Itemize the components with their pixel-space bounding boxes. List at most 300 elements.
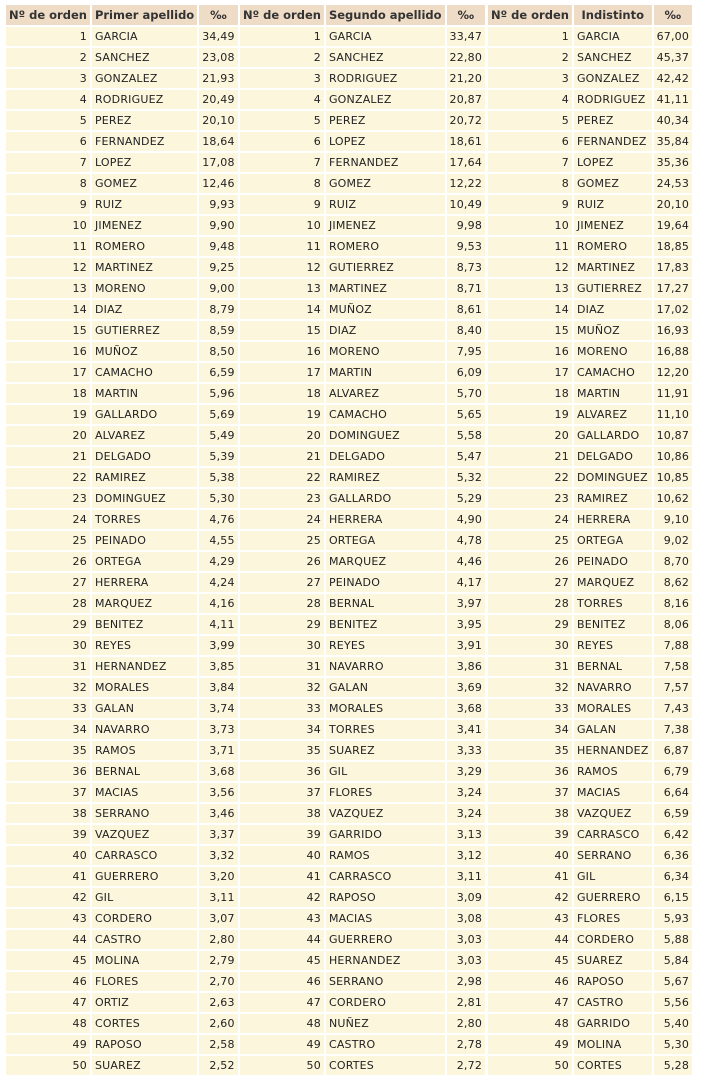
surname-cell: GALLARDO — [326, 489, 445, 508]
table-row — [6, 573, 238, 592]
table-row — [488, 468, 692, 487]
rank-cell: 8 — [6, 174, 90, 193]
surname-cell: DOMINGUEZ — [92, 489, 197, 508]
surname-cell: CORTES — [326, 1056, 445, 1075]
table-row — [6, 951, 238, 970]
surname-cell: CAMACHO — [574, 363, 652, 382]
table-row — [240, 426, 485, 445]
rank-cell: 27 — [240, 573, 324, 592]
surname-cell: TORRES — [92, 510, 197, 529]
permille-cell: 9,53 — [447, 237, 486, 256]
rank-cell: 20 — [6, 426, 90, 445]
rank-cell: 40 — [240, 846, 324, 865]
rank-cell: 39 — [6, 825, 90, 844]
rank-cell: 34 — [488, 720, 572, 739]
permille-cell: 3,24 — [447, 804, 486, 823]
surname-cell: DIAZ — [326, 321, 445, 340]
table-row — [488, 594, 692, 613]
permille-cell: 5,58 — [447, 426, 486, 445]
surname-cell: RAMOS — [92, 741, 197, 760]
surname-cell: PEINADO — [326, 573, 445, 592]
table-row — [240, 174, 485, 193]
rank-cell: 5 — [6, 111, 90, 130]
surname-cell: SERRANO — [326, 972, 445, 991]
rank-cell: 34 — [6, 720, 90, 739]
table-row — [488, 657, 692, 676]
table-row — [240, 930, 485, 949]
table-row — [240, 321, 485, 340]
rank-cell: 45 — [488, 951, 572, 970]
table-row — [6, 510, 238, 529]
table-row — [240, 153, 485, 172]
rank-cell: 18 — [488, 384, 572, 403]
rank-cell: 5 — [488, 111, 572, 130]
surname-cell: HERNANDEZ — [574, 741, 652, 760]
surname-cell: MACIAS — [574, 783, 652, 802]
table-row — [6, 720, 238, 739]
surname-cell: TORRES — [326, 720, 445, 739]
table-body — [488, 27, 692, 1075]
surname-cell: CARRASCO — [326, 867, 445, 886]
permille-cell: 2,72 — [447, 1056, 486, 1075]
table-row — [6, 888, 238, 907]
surname-cell: GIL — [574, 867, 652, 886]
surname-cell: ALVAREZ — [326, 384, 445, 403]
table-row — [6, 699, 238, 718]
table-row — [488, 405, 692, 424]
table-row — [240, 531, 485, 550]
permille-cell: 20,10 — [199, 111, 238, 130]
permille-cell: 6,15 — [654, 888, 693, 907]
table-row — [488, 1035, 692, 1054]
surname-cell: CORDERO — [574, 930, 652, 949]
table-row — [6, 279, 238, 298]
rank-cell: 41 — [240, 867, 324, 886]
surname-cell: DIAZ — [92, 300, 197, 319]
table-row — [240, 720, 485, 739]
rank-cell: 19 — [6, 405, 90, 424]
rank-cell: 29 — [240, 615, 324, 634]
table-row — [488, 741, 692, 760]
table-row — [6, 174, 238, 193]
table-row — [6, 363, 238, 382]
table-row — [240, 489, 485, 508]
permille-cell: 9,25 — [199, 258, 238, 277]
table-row — [240, 615, 485, 634]
rank-cell: 39 — [240, 825, 324, 844]
table-row — [6, 321, 238, 340]
rank-cell: 42 — [240, 888, 324, 907]
rank-cell: 47 — [240, 993, 324, 1012]
table-row — [6, 90, 238, 109]
table-row — [240, 405, 485, 424]
surname-cell: BERNAL — [326, 594, 445, 613]
permille-cell: 6,42 — [654, 825, 693, 844]
surname-cell: FERNANDEZ — [92, 132, 197, 151]
surname-cell: GUTIERREZ — [574, 279, 652, 298]
permille-cell: 2,70 — [199, 972, 238, 991]
surname-cell: PEINADO — [574, 552, 652, 571]
table-row — [240, 594, 485, 613]
permille-cell: 5,93 — [654, 909, 693, 928]
rank-cell: 46 — [240, 972, 324, 991]
table-row — [488, 699, 692, 718]
table-row — [240, 867, 485, 886]
table-row — [6, 195, 238, 214]
table-row — [488, 237, 692, 256]
rank-cell: 24 — [240, 510, 324, 529]
surname-cell: GUTIERREZ — [92, 321, 197, 340]
permille-cell: 5,47 — [447, 447, 486, 466]
rank-cell: 5 — [240, 111, 324, 130]
rank-cell: 1 — [240, 27, 324, 46]
rank-cell: 19 — [488, 405, 572, 424]
permille-cell: 20,72 — [447, 111, 486, 130]
surname-cell: SUAREZ — [326, 741, 445, 760]
permille-cell: 2,80 — [447, 1014, 486, 1033]
permille-cell: 3,33 — [447, 741, 486, 760]
table-row — [240, 1056, 485, 1075]
surname-cell: SERRANO — [574, 846, 652, 865]
surname-cell: GOMEZ — [574, 174, 652, 193]
rank-cell: 27 — [488, 573, 572, 592]
table-body — [240, 27, 485, 1075]
permille-cell: 3,29 — [447, 762, 486, 781]
table-row — [6, 783, 238, 802]
permille-cell: 9,00 — [199, 279, 238, 298]
permille-cell: 3,73 — [199, 720, 238, 739]
table-row — [6, 762, 238, 781]
table-row — [488, 258, 692, 277]
permille-cell: 45,37 — [654, 48, 693, 67]
table-row — [6, 636, 238, 655]
rank-cell: 41 — [488, 867, 572, 886]
rank-cell: 48 — [488, 1014, 572, 1033]
permille-cell: 21,20 — [447, 69, 486, 88]
rank-cell: 20 — [488, 426, 572, 445]
surname-cell: ORTEGA — [326, 531, 445, 550]
rank-cell: 13 — [488, 279, 572, 298]
rank-cell: 9 — [488, 195, 572, 214]
table-row — [240, 888, 485, 907]
rank-cell: 14 — [240, 300, 324, 319]
surname-cell: ALVAREZ — [574, 405, 652, 424]
permille-cell: 2,60 — [199, 1014, 238, 1033]
table-row — [6, 300, 238, 319]
table-row — [6, 1056, 238, 1075]
table-row — [240, 279, 485, 298]
table-row — [488, 951, 692, 970]
table-row — [6, 237, 238, 256]
table-row — [240, 468, 485, 487]
permille-cell: 6,09 — [447, 363, 486, 382]
permille-cell: 3,69 — [447, 678, 486, 697]
table-row — [488, 300, 692, 319]
rank-cell: 30 — [6, 636, 90, 655]
permille-cell: 18,61 — [447, 132, 486, 151]
rank-cell: 50 — [488, 1056, 572, 1075]
surname-cell: CASTRO — [92, 930, 197, 949]
table-row — [6, 447, 238, 466]
permille-cell: 41,11 — [654, 90, 693, 109]
rank-cell: 8 — [488, 174, 572, 193]
table-row — [488, 27, 692, 46]
surname-cell: MARTINEZ — [326, 279, 445, 298]
surname-cell: CASTRO — [326, 1035, 445, 1054]
rank-cell: 22 — [488, 468, 572, 487]
table-row — [240, 636, 485, 655]
rank-cell: 25 — [6, 531, 90, 550]
surname-cell: PEREZ — [574, 111, 652, 130]
rank-cell: 7 — [6, 153, 90, 172]
rank-cell: 21 — [488, 447, 572, 466]
permille-cell: 5,30 — [199, 489, 238, 508]
table-row — [6, 993, 238, 1012]
surname-cell: GIL — [326, 762, 445, 781]
rank-cell: 49 — [240, 1035, 324, 1054]
rank-column-header: Nº de orden — [240, 5, 324, 25]
surname-cell: NAVARRO — [92, 720, 197, 739]
table-row — [240, 1035, 485, 1054]
surname-cell: MARTIN — [574, 384, 652, 403]
rank-cell: 50 — [6, 1056, 90, 1075]
table-body — [6, 27, 238, 1075]
surname-cell: DOMINGUEZ — [326, 426, 445, 445]
table-row — [6, 531, 238, 550]
table-row — [488, 804, 692, 823]
surname-cell: MORALES — [574, 699, 652, 718]
surname-cell: MACIAS — [92, 783, 197, 802]
permille-cell: 8,16 — [654, 594, 693, 613]
surname-cell: JIMENEZ — [92, 216, 197, 235]
permille-cell: 4,11 — [199, 615, 238, 634]
permille-cell: 8,62 — [654, 573, 693, 592]
permille-cell: 21,93 — [199, 69, 238, 88]
permille-cell: 2,79 — [199, 951, 238, 970]
permille-cell: 4,29 — [199, 552, 238, 571]
surname-cell: RODRIGUEZ — [92, 90, 197, 109]
surname-cell: MORENO — [326, 342, 445, 361]
rank-cell: 45 — [240, 951, 324, 970]
permille-cell: 10,62 — [654, 489, 693, 508]
permille-cell: 8,79 — [199, 300, 238, 319]
surname-cell: FLORES — [326, 783, 445, 802]
table-row — [240, 342, 485, 361]
surname-cell: MUÑOZ — [92, 342, 197, 361]
rank-cell: 13 — [6, 279, 90, 298]
rank-cell: 36 — [240, 762, 324, 781]
permille-cell: 40,34 — [654, 111, 693, 130]
surname-column-header: Primer apellido — [92, 5, 197, 25]
surname-cell: RAPOSO — [326, 888, 445, 907]
rank-cell: 13 — [240, 279, 324, 298]
rank-cell: 9 — [6, 195, 90, 214]
surname-cell: SANCHEZ — [92, 48, 197, 67]
second-surname-table — [238, 3, 487, 1077]
rank-cell: 23 — [240, 489, 324, 508]
surname-column-header: Indistinto — [574, 5, 652, 25]
permille-cell: 2,78 — [447, 1035, 486, 1054]
surname-cell: GIL — [92, 888, 197, 907]
rank-cell: 17 — [240, 363, 324, 382]
permille-column-header: ‰ — [654, 5, 693, 25]
table-row — [240, 69, 485, 88]
surname-cell: RODRIGUEZ — [574, 90, 652, 109]
permille-column-header: ‰ — [447, 5, 486, 25]
table-row — [488, 720, 692, 739]
rank-cell: 15 — [488, 321, 572, 340]
permille-cell: 10,85 — [654, 468, 693, 487]
table-row — [488, 216, 692, 235]
table-row — [488, 615, 692, 634]
rank-cell: 8 — [240, 174, 324, 193]
surname-cell: BERNAL — [574, 657, 652, 676]
permille-cell: 3,84 — [199, 678, 238, 697]
permille-cell: 5,67 — [654, 972, 693, 991]
permille-cell: 9,10 — [654, 510, 693, 529]
rank-cell: 38 — [488, 804, 572, 823]
surname-cell: CASTRO — [574, 993, 652, 1012]
permille-cell: 3,07 — [199, 909, 238, 928]
table-row — [240, 237, 485, 256]
table-row — [6, 132, 238, 151]
surname-cell: MORALES — [326, 699, 445, 718]
table-row — [6, 258, 238, 277]
rank-cell: 35 — [240, 741, 324, 760]
table-row — [6, 825, 238, 844]
surname-cell: FERNANDEZ — [326, 153, 445, 172]
rank-cell: 43 — [240, 909, 324, 928]
table-row — [240, 48, 485, 67]
permille-cell: 12,20 — [654, 363, 693, 382]
rank-cell: 37 — [6, 783, 90, 802]
rank-cell: 12 — [6, 258, 90, 277]
surname-cell: RAPOSO — [92, 1035, 197, 1054]
surname-cell: GARRIDO — [574, 1014, 652, 1033]
permille-cell: 3,37 — [199, 825, 238, 844]
surname-cell: ORTEGA — [92, 552, 197, 571]
surname-cell: HERNANDEZ — [92, 657, 197, 676]
permille-cell: 9,90 — [199, 216, 238, 235]
rank-cell: 25 — [488, 531, 572, 550]
table-row — [240, 846, 485, 865]
rank-cell: 30 — [240, 636, 324, 655]
table-row — [488, 552, 692, 571]
surname-cell: TORRES — [574, 594, 652, 613]
rank-cell: 11 — [6, 237, 90, 256]
table-row — [240, 762, 485, 781]
surname-cell: GALAN — [92, 699, 197, 718]
rank-cell: 38 — [240, 804, 324, 823]
rank-cell: 23 — [488, 489, 572, 508]
rank-cell: 32 — [6, 678, 90, 697]
rank-cell: 4 — [6, 90, 90, 109]
surname-cell: PEINADO — [92, 531, 197, 550]
surname-cell: MORENO — [574, 342, 652, 361]
table-row — [488, 867, 692, 886]
permille-cell: 3,99 — [199, 636, 238, 655]
table-row — [6, 48, 238, 67]
rank-cell: 10 — [240, 216, 324, 235]
surname-cell: GONZALEZ — [326, 90, 445, 109]
permille-cell: 4,78 — [447, 531, 486, 550]
table-row — [488, 363, 692, 382]
rank-cell: 35 — [488, 741, 572, 760]
rank-cell: 17 — [488, 363, 572, 382]
surname-cell: MORALES — [92, 678, 197, 697]
rank-cell: 45 — [6, 951, 90, 970]
permille-cell: 5,69 — [199, 405, 238, 424]
surname-cell: CAMACHO — [92, 363, 197, 382]
permille-cell: 35,84 — [654, 132, 693, 151]
surname-cell: HERRERA — [92, 573, 197, 592]
permille-cell: 3,41 — [447, 720, 486, 739]
surname-column-header: Segundo apellido — [326, 5, 445, 25]
surname-cell: GALLARDO — [574, 426, 652, 445]
surname-cell: REYES — [326, 636, 445, 655]
surname-cell: DELGADO — [326, 447, 445, 466]
surname-cell: RUIZ — [92, 195, 197, 214]
permille-cell: 67,00 — [654, 27, 693, 46]
permille-cell: 20,49 — [199, 90, 238, 109]
table-row — [488, 90, 692, 109]
table-row — [6, 384, 238, 403]
surname-cell: BENITEZ — [92, 615, 197, 634]
table-row — [240, 657, 485, 676]
table-row — [240, 111, 485, 130]
rank-cell: 28 — [240, 594, 324, 613]
rank-cell: 20 — [240, 426, 324, 445]
rank-column-header: Nº de orden — [6, 5, 90, 25]
rank-cell: 24 — [6, 510, 90, 529]
table-row — [240, 972, 485, 991]
permille-cell: 8,50 — [199, 342, 238, 361]
rank-cell: 3 — [488, 69, 572, 88]
rank-cell: 33 — [6, 699, 90, 718]
surname-cell: RAMOS — [326, 846, 445, 865]
rank-cell: 17 — [6, 363, 90, 382]
table-row — [488, 510, 692, 529]
permille-cell: 5,32 — [447, 468, 486, 487]
table-row — [240, 195, 485, 214]
surname-cell: LOPEZ — [92, 153, 197, 172]
rank-cell: 44 — [240, 930, 324, 949]
rank-cell: 21 — [240, 447, 324, 466]
surname-cell: MACIAS — [326, 909, 445, 928]
permille-cell: 3,11 — [447, 867, 486, 886]
permille-cell: 6,59 — [199, 363, 238, 382]
rank-cell: 15 — [6, 321, 90, 340]
table-row — [6, 1014, 238, 1033]
permille-cell: 2,98 — [447, 972, 486, 991]
permille-cell: 42,42 — [654, 69, 693, 88]
table-row — [240, 510, 485, 529]
permille-cell: 4,16 — [199, 594, 238, 613]
permille-cell: 3,11 — [199, 888, 238, 907]
rank-cell: 3 — [240, 69, 324, 88]
surname-cell: RUIZ — [326, 195, 445, 214]
rank-cell: 26 — [6, 552, 90, 571]
permille-cell: 17,64 — [447, 153, 486, 172]
surname-cell: FERNANDEZ — [574, 132, 652, 151]
surname-cell: SERRANO — [92, 804, 197, 823]
table-row — [488, 972, 692, 991]
rank-cell: 9 — [240, 195, 324, 214]
permille-cell: 3,71 — [199, 741, 238, 760]
permille-cell: 10,49 — [447, 195, 486, 214]
permille-cell: 7,88 — [654, 636, 693, 655]
surname-cell: VAZQUEZ — [574, 804, 652, 823]
